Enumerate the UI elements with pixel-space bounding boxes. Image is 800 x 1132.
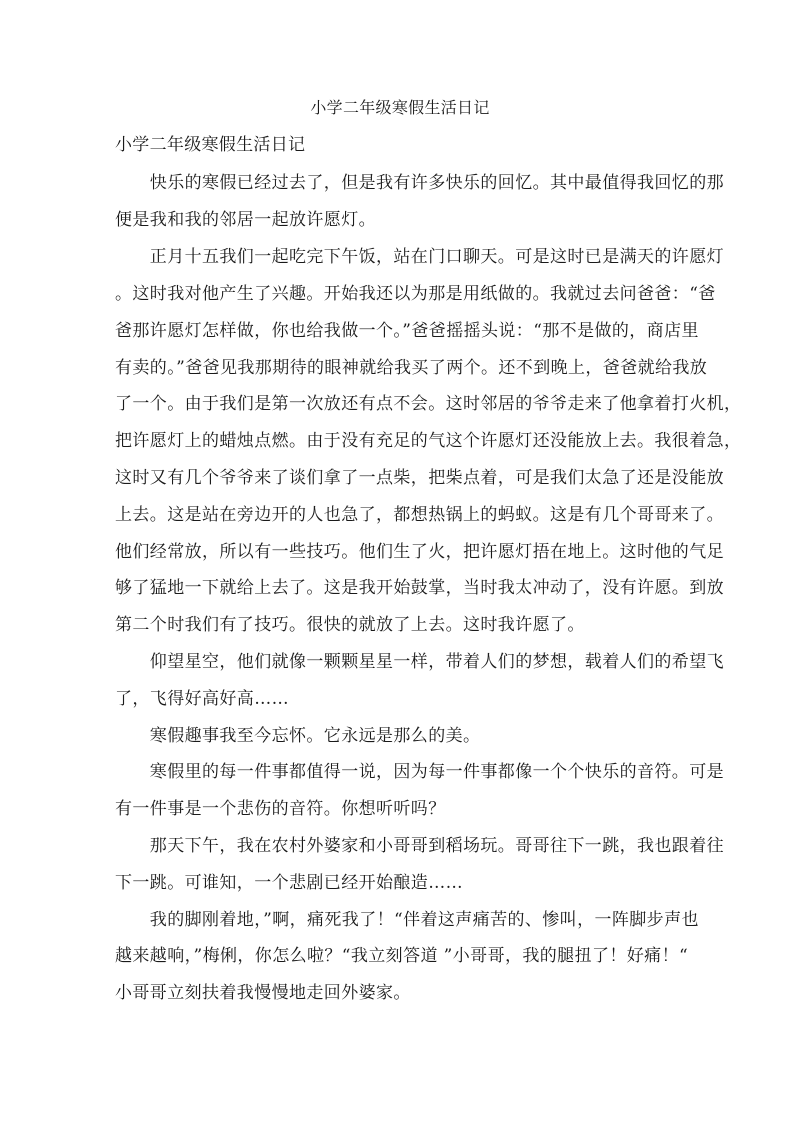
document-subtitle: 小学二年级寒假生活日记 [115,135,306,155]
text-line: 下一跳。可谁知，一个悲剧已经开始酿造…… [115,873,463,893]
text-line: 把许愿灯上的蜡烛点燃。由于没有充足的气这个许愿灯还没能放上去。我很着急， [115,431,742,451]
text-line: 这时又有几个爷爷来了谈们拿了一点柴，把柴点着，可是我们太急了还是没能放 [115,468,724,488]
text-line: 正月十五我们一起吃完下午饭，站在门口聊天。可是这时已是满天的许愿灯 [115,247,724,267]
text-line: 越来越响，”梅俐，你怎么啦？“我立刻答道 ”小哥哥，我的腿扭了！好痛！“ [115,946,689,966]
text-line: 便是我和我的邻居一起放许愿灯。 [115,210,376,230]
text-line: 那天下午，我在农村外婆家和小哥哥到稻场玩。哥哥往下一跳，我也跟着往 [115,836,724,856]
text-line: 爸那许愿灯怎样做，你也给我做一个。”爸爸摇摇头说：“那不是做的，商店里 [115,321,699,341]
text-line: 他们经常放，所以有一些技巧。他们生了火，把许愿灯捂在地上。这时他的气足 [115,542,724,562]
text-line: 上去。这是站在旁边开的人也急了，都想热锅上的蚂蚁。这是有几个哥哥来了。 [115,505,724,525]
text-line: 够了猛地一下就给上去了。这是我开始鼓掌，当时我太冲动了，没有许愿。到放 [115,578,724,598]
text-line: 有一件事是一个悲伤的音符。你想听听吗？ [115,799,446,819]
text-line: 。这时我对他产生了兴趣。开始我还以为那是用纸做的。我就过去问爸爸：“爸 [115,284,716,304]
text-line: 了，飞得好高好高…… [115,689,289,709]
text-line: 第二个时我们有了技巧。很快的就放了上去。这时我许愿了。 [115,615,585,635]
text-line: 有卖的。”爸爸见我那期待的眼神就给我买了两个。还不到晚上，爸爸就给我放 [115,358,708,378]
text-line: 了一个。由于我们是第一次放还有点不会。这时邻居的爷爷走来了他拿着打火机， [115,394,742,414]
text-line: 寒假里的每一件事都值得一说，因为每一件事都像一个个快乐的音符。可是 [115,762,724,782]
text-line: 快乐的寒假已经过去了，但是我有许多快乐的回忆。其中最值得我回忆的那 [115,173,724,193]
text-line: 我的脚刚着地，”啊，痛死我了！“伴着这声痛苦的、惨叫，一阵脚步声也 [115,910,699,930]
text-line: 仰望星空，他们就像一颗颗星星一样，带着人们的梦想，载着人们的希望飞 [115,652,724,672]
text-line: 寒假趣事我至今忘怀。它永远是那么的美。 [115,726,481,746]
text-line: 小哥哥立刻扶着我慢慢地走回外婆家。 [115,983,411,1003]
document-title: 小学二年级寒假生活日记 [310,98,490,117]
